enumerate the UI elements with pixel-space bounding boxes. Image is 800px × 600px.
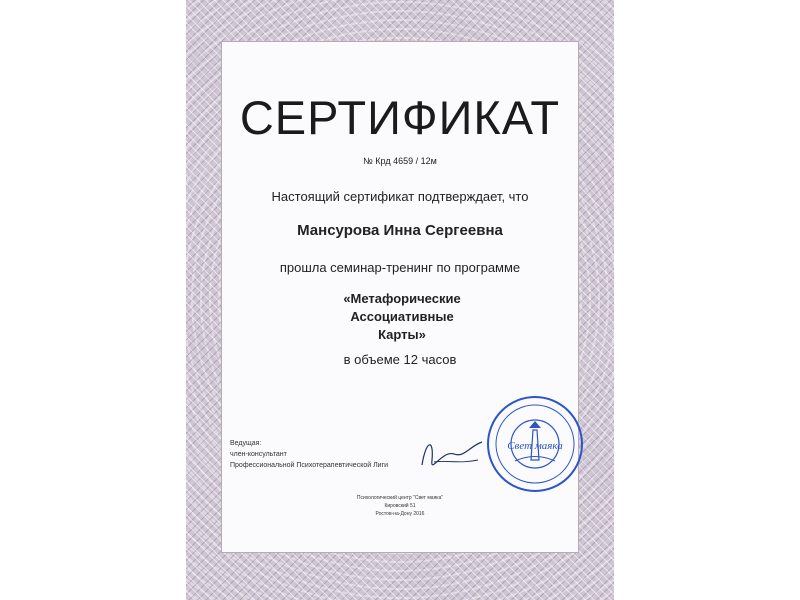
stamp-text: Свет маяка bbox=[507, 440, 563, 452]
lead-role: член-консультант bbox=[230, 451, 287, 458]
volume-text: в объеме 12 часов bbox=[343, 352, 457, 367]
official-stamp-icon bbox=[484, 394, 586, 494]
certificate-paper bbox=[222, 42, 578, 552]
center-city-year: Ростов-на-Дону 2016 bbox=[375, 511, 425, 517]
confirm-text: Настоящий сертификат подтверждает, что bbox=[271, 189, 529, 204]
signature-image bbox=[412, 420, 492, 480]
lead-label: Ведущая: bbox=[230, 440, 262, 447]
recipient-name: Мансурова Инна Сергеевна bbox=[297, 222, 503, 239]
certificate-title: СЕРТИФИКАТ bbox=[239, 91, 561, 144]
center-name: Психологический центр "Свет маяка" bbox=[356, 495, 444, 501]
program-title-line1: «Метафорические Ассоциативные bbox=[343, 291, 461, 324]
center-address: Кировский 51 bbox=[384, 503, 416, 509]
passed-text: прошла семинар-тренинг по программе bbox=[279, 260, 521, 275]
certificate-frame bbox=[186, 0, 614, 600]
center-info bbox=[222, 494, 578, 518]
program-title-line2: Карты» bbox=[378, 327, 426, 342]
certificate-number: № Крд 4659 / 12м bbox=[363, 156, 437, 166]
program-title bbox=[292, 290, 512, 344]
lead-organization: Профессиональной Психотерапевтической Лиги bbox=[230, 462, 389, 469]
